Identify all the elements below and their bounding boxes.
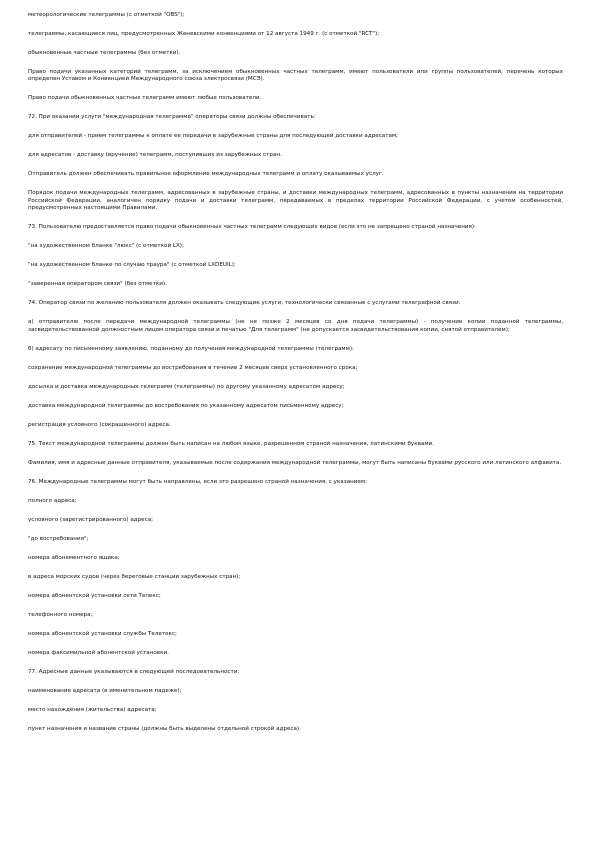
paragraph: условного (зарегистрированного) адреса; bbox=[28, 516, 154, 523]
document-body bbox=[28, 12, 563, 745]
paragraph: телеграммы, касающиеся лиц, предусмотренных Женевскими конвенциями от 12 августа 1949 г. (с отметкой "RCT"); bbox=[28, 31, 380, 37]
paragraph: в адреса морских судов (через береговые станции зарубежных стран); bbox=[28, 573, 241, 580]
paragraph: телефонного номера; bbox=[28, 611, 93, 618]
paragraph: регистрация условного (сокращенного) адреса. bbox=[28, 421, 171, 428]
paragraph: полного адреса; bbox=[28, 497, 77, 504]
paragraph: "заверенная оператором связи" (без отметки). bbox=[28, 281, 167, 288]
paragraph: номера абонентской установки сети Телекс; bbox=[28, 592, 161, 599]
paragraph: Право подачи указанных категорий телеграмм, за исключением обыкновенных частных телеграмм, имеют пользователи или группы пользователей, перечень которых определен Уставом и Конвенцией Международного союза электросвязи (МСЭ). bbox=[28, 69, 563, 83]
paragraph: 73. Пользователю предоставляется право подачи обыкновенных частных телеграмм следующих видов (если это не запрещено страной назначения): bbox=[28, 224, 476, 231]
paragraph: номера факсимильной абонентской установки. bbox=[28, 649, 169, 656]
paragraph: номера абонементного ящика; bbox=[28, 554, 120, 561]
paragraph: Порядок подачи международных телеграмм, адресованных в зарубежные страны, и доставки международных телеграмм, адресованных в пункты назначения на территории Российской Федерации, аналогичен порядку подачи и доставки телеграмм, передаваемых в пределах территории Российской Федерации, с учетом особенностей, предусмотренных настоящими Правилами. bbox=[28, 190, 563, 212]
paragraph: 75. Текст международной телеграммы должен быть написан на любом языке, разрешенном страной назначения, латинскими буквами. bbox=[28, 440, 434, 447]
paragraph: метеорологические телеграммы (с отметкой "OBS"); bbox=[28, 12, 185, 18]
paragraph: наименование адресата (в именительном падеже); bbox=[28, 687, 182, 694]
paragraph: 77. Адресные данные указываются в следующей последовательности: bbox=[28, 668, 240, 675]
paragraph: пункт назначения и название страны (должны быть выделены отдельной строкой адреса). bbox=[28, 725, 301, 732]
paragraph: сохранение международной телеграммы до востребования в течение 2 месяцев сверх установленного срока; bbox=[28, 364, 358, 371]
paragraph: а) отправителю после передачи международной телеграммы (не не позже 2 месяцев со дня подачи телеграммы) - получение копии поданной телеграммы, засвидетельствованной должностным лицом оператора связи и печатью "Для телеграмм" (не допускается засвидетельствования копии, снятой отправителем); bbox=[28, 319, 563, 333]
paragraph: для адресатов - доставку (вручение) телеграмм, поступивших из зарубежных стран. bbox=[28, 152, 282, 159]
paragraph: номера абонентской установки службы Телетекс; bbox=[28, 630, 177, 637]
paragraph: для отправителей - прием телеграммы к оплате ее передачи в зарубежные страны для последующей доставки адресатам; bbox=[28, 133, 399, 140]
paragraph: 72. При оказании услуги "международная телеграмма" операторы связи должны обеспечивать: bbox=[28, 114, 316, 121]
paragraph: "на художественном бланке "люкс" (с отметкой LX); bbox=[28, 243, 184, 250]
paragraph: обыкновенные частные телеграммы (без отметки). bbox=[28, 50, 181, 56]
paragraph: "до востребования"; bbox=[28, 535, 89, 542]
paragraph: Фамилия, имя и адресные данные отправителя, указываемые после содержания международной телеграммы, могут быть написаны буквами русского или латинского алфавита. bbox=[28, 459, 562, 466]
paragraph: Отправитель должен обеспечивать правильное оформление международных телеграмм и оплату оказываемых услуг. bbox=[28, 171, 384, 178]
paragraph: место нахождения (жительства) адресата; bbox=[28, 706, 157, 713]
paragraph: б) адресату по письменному заявлению, поданному до получения международной телеграммы (телеграмм): bbox=[28, 345, 354, 352]
paragraph: "на художественном бланке по случаю траура" (с отметкой LXDEUIL); bbox=[28, 262, 236, 269]
paragraph: 74. Оператор связи по желанию пользователя должен оказывать следующие услуги, технологически связанные с услугами телеграфной связи: bbox=[28, 300, 461, 307]
paragraph: досылка и доставка международных телеграмм (телеграммы) по другому указанному адресатом адресу; bbox=[28, 383, 345, 390]
paragraph: доставка международной телеграммы до востребования по указанному адресатом письменному адресу; bbox=[28, 402, 344, 409]
paragraph: 76. Международные телеграммы могут быть направлены, если это разрешено страной назначения, с указанием: bbox=[28, 478, 367, 485]
paragraph: Право подачи обыкновенных частных телеграмм имеют любые пользователи. bbox=[28, 95, 262, 102]
